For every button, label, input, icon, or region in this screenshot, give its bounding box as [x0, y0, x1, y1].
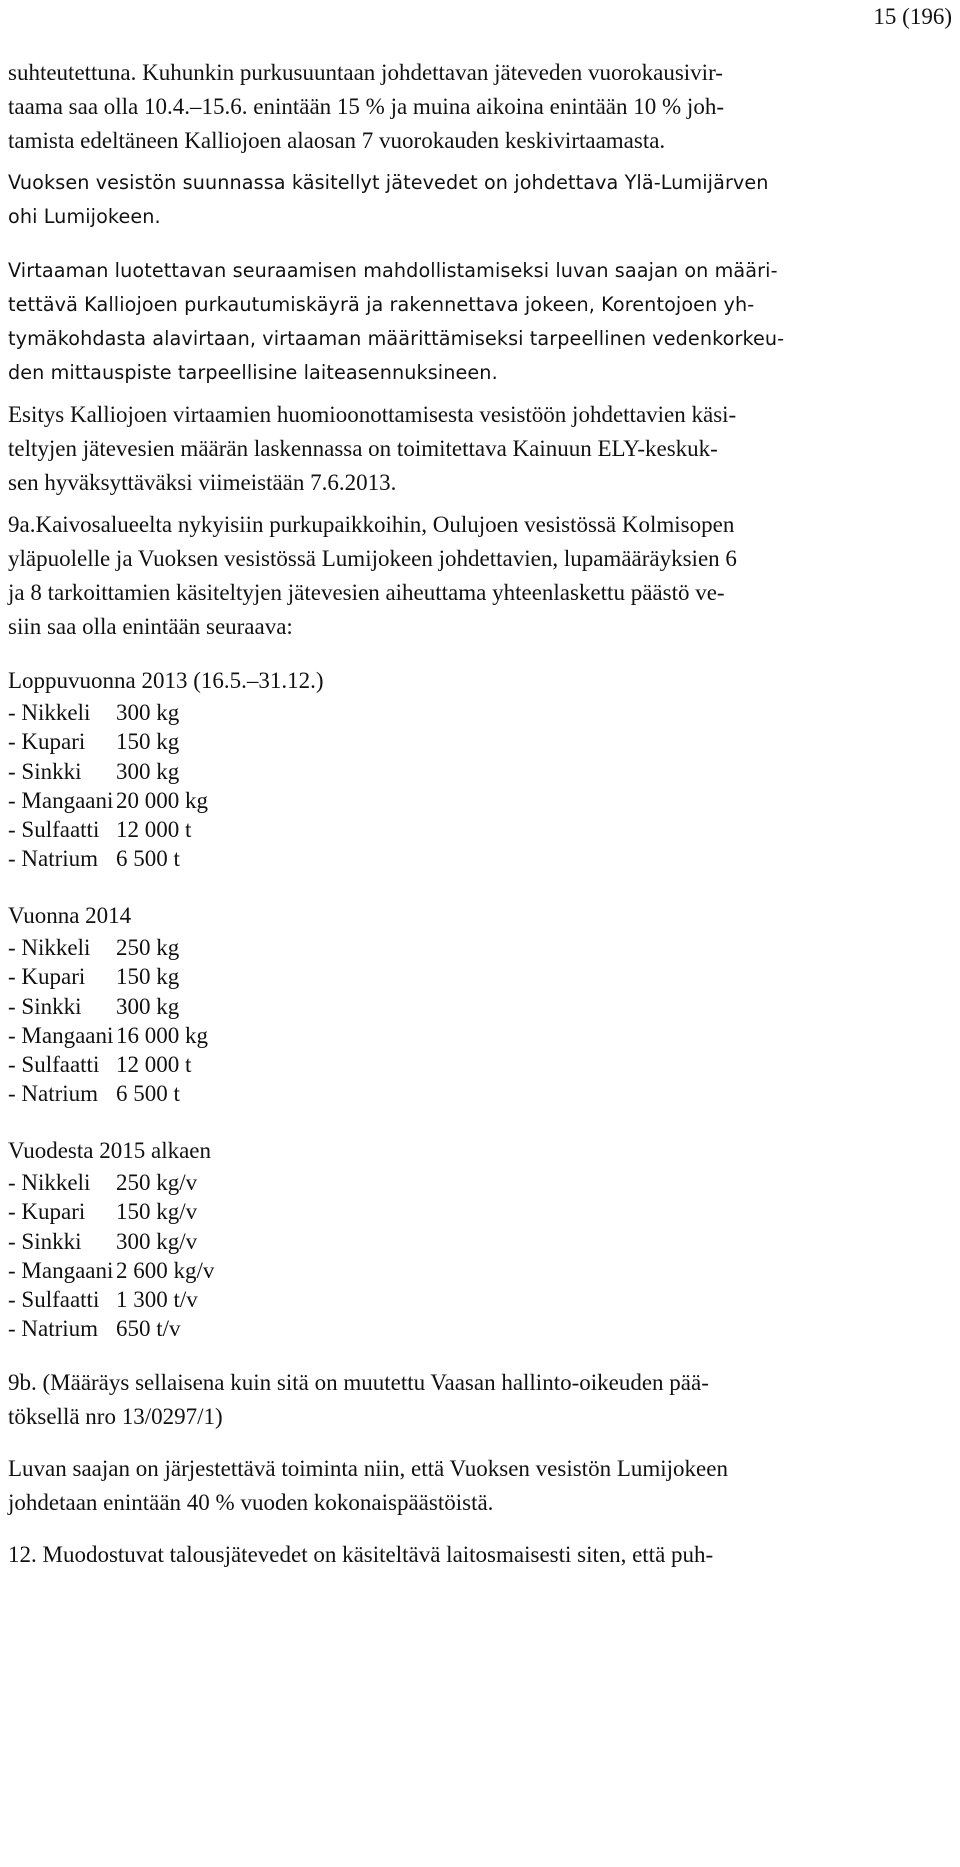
- text-line: tettävä Kalliojoen purkautumiskäyrä ja rakennettava jokeen, Korentojoen yh-: [8, 293, 755, 316]
- text-line: johdetaan enintään 40 % vuoden kokonaispäästöistä.: [8, 1490, 494, 1515]
- text-line: yläpuolelle ja Vuoksen vesistössä Lumijokeen johdettavien, lupamääräyksien 6: [8, 546, 737, 571]
- substance-name: - Kupari: [8, 729, 86, 755]
- paragraph-proposal-deadline: [8, 398, 958, 500]
- paragraph-lumijoki-share: [8, 1452, 958, 1520]
- list-item: [8, 1227, 958, 1256]
- substance-amount: 250 kg/v: [116, 1170, 198, 1195]
- list-item: [8, 962, 958, 991]
- substance-name: - Kupari: [8, 964, 86, 990]
- substance-name: - Nikkeli: [8, 935, 91, 960]
- list-item: [8, 1256, 958, 1285]
- substance-amount: 6 500 t: [116, 1081, 180, 1107]
- text-line: töksellä nro 13/0297/1): [8, 1404, 223, 1429]
- substance-amount: 300 kg: [116, 758, 180, 784]
- text-line: suhteutettuna. Kuhunkin purkusuuntaan johdettavan jäteveden vuorokausivir-: [8, 60, 723, 85]
- substance-amount: 12 000 t: [116, 1052, 192, 1078]
- substance-name: - Mangaani: [8, 1022, 114, 1048]
- list-item: [8, 757, 958, 786]
- substance-amount: 16 000 kg: [116, 1022, 208, 1048]
- list-item: [8, 815, 958, 844]
- substance-name: - Mangaani: [8, 787, 114, 813]
- text-line: sen hyväksyttäväksi viimeistään 7.6.2013.: [8, 470, 397, 495]
- substance-name: - Nikkeli: [8, 700, 91, 725]
- page-number: 15 (196): [873, 4, 952, 29]
- list-item: [8, 1021, 958, 1050]
- text-line: 12. Muodostuvat talousjätevedet on käsiteltävä laitosmaisesti siten, että puh-: [8, 1542, 714, 1567]
- text-line: 9a.Kaivosalueelta nykyisiin purkupaikkoihin, Oulujoen vesistössä Kolmisopen: [8, 512, 735, 537]
- text-line: siin saa olla enintään seuraava:: [8, 614, 293, 639]
- list-item: [8, 786, 958, 815]
- paragraph-vuoksi-direction: [8, 166, 958, 234]
- emission-list-2014: [8, 899, 958, 1109]
- list-title: Vuodesta 2015 alkaen: [8, 1138, 212, 1163]
- text-line: teltyjen jätevesien määrän laskennassa on toimitettava Kainuun ELY-keskuk-: [8, 436, 718, 461]
- substance-amount: 300 kg: [116, 700, 180, 725]
- substance-amount: 300 kg: [116, 993, 180, 1019]
- substance-amount: 20 000 kg: [116, 787, 208, 813]
- list-title: Vuonna 2014: [8, 903, 132, 928]
- substance-amount: 2 600 kg/v: [116, 1257, 215, 1283]
- substance-name: - Sinkki: [8, 993, 82, 1019]
- paragraph-12-domestic-wastewater: [8, 1538, 958, 1572]
- substance-amount: 250 kg: [116, 935, 180, 960]
- emission-list-2015-onwards: [8, 1134, 958, 1344]
- list-item: [8, 1168, 958, 1197]
- list-item: [8, 992, 958, 1021]
- substance-name: - Sulfaatti: [8, 1287, 100, 1313]
- text-line: den mittauspiste tarpeellisine laiteasennuksineen.: [8, 361, 498, 384]
- substance-name: - Natrium: [8, 1081, 99, 1107]
- text-line: taama saa olla 10.4.–15.6. enintään 15 % ja muina aikoina enintään 10 % joh-: [8, 94, 724, 119]
- list-title: Loppuvuonna 2013 (16.5.–31.12.): [8, 668, 324, 693]
- list-item: [8, 844, 958, 873]
- list-item: [8, 1285, 958, 1314]
- text-line: tamista edeltäneen Kalliojoen alaosan 7 vuorokauden keskivirtaamasta.: [8, 128, 666, 153]
- substance-name: - Sulfaatti: [8, 817, 100, 843]
- substance-amount: 6 500 t: [116, 846, 180, 872]
- substance-amount: 650 t/v: [116, 1316, 181, 1342]
- substance-name: - Natrium: [8, 1316, 99, 1342]
- text-line: ja 8 tarkoittamien käsiteltyjen jätevesien aiheuttama yhteenlaskettu päästö ve-: [8, 580, 725, 605]
- list-item: [8, 1079, 958, 1108]
- substance-name: - Natrium: [8, 846, 99, 872]
- list-item: [8, 1314, 958, 1343]
- list-item: [8, 1197, 958, 1226]
- paragraph-flow-limit: [8, 56, 958, 158]
- substance-name: - Mangaani: [8, 1257, 114, 1283]
- substance-name: - Sinkki: [8, 758, 82, 784]
- list-item: [8, 933, 958, 962]
- list-item: [8, 727, 958, 756]
- substance-amount: 150 kg/v: [116, 1199, 198, 1225]
- text-line: Luvan saajan on järjestettävä toiminta niin, että Vuoksen vesistön Lumijokeen: [8, 1456, 728, 1481]
- list-item: [8, 1050, 958, 1079]
- paragraph-9b-amendment: [8, 1366, 958, 1434]
- text-line: 9b. (Määräys sellaisena kuin sitä on muutettu Vaasan hallinto-oikeuden pää-: [8, 1370, 709, 1395]
- substance-amount: 300 kg/v: [116, 1228, 198, 1254]
- substance-amount: 1 300 t/v: [116, 1287, 198, 1313]
- text-line: Esitys Kalliojoen virtaamien huomioonottamisesta vesistöön johdettavien käsi-: [8, 402, 737, 427]
- list-item: [8, 698, 958, 727]
- substance-name: - Sinkki: [8, 1228, 82, 1254]
- text-line: ohi Lumijokeen.: [8, 205, 161, 228]
- substance-name: - Kupari: [8, 1199, 86, 1225]
- substance-name: - Nikkeli: [8, 1170, 91, 1195]
- substance-amount: 12 000 t: [116, 817, 192, 843]
- substance-amount: 150 kg: [116, 964, 180, 990]
- paragraph-flow-monitoring: [8, 254, 958, 390]
- text-line: Vuoksen vesistön suunnassa käsitellyt jätevedet on johdettava Ylä-Lumijärven: [8, 171, 769, 194]
- paragraph-9a-emission-limits: [8, 508, 958, 644]
- substance-amount: 150 kg: [116, 729, 180, 755]
- emission-list-2013: [8, 664, 958, 874]
- text-line: Virtaaman luotettavan seuraamisen mahdollistamiseksi luvan saajan on määri-: [8, 259, 778, 282]
- substance-name: - Sulfaatti: [8, 1052, 100, 1078]
- text-line: tymäkohdasta alavirtaan, virtaaman määrittämiseksi tarpeellinen vedenkorkeu-: [8, 327, 785, 350]
